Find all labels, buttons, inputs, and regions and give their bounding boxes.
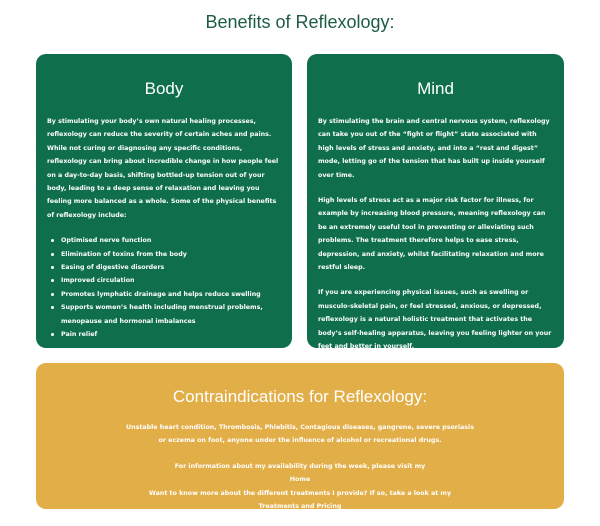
mind-paragraph-3: If you are experiencing physical issues, such as swelling or musculo-skeletal pain, or feel stressed, anxious, or depressed, reflexology is a natural holistic treatment that activates the body’s self-healing apparatus, leaving you feeling lighter on your feet and better in yourself. <box>318 289 552 351</box>
benefits-list <box>47 234 281 341</box>
contraindications-line-1: Unstable heart condition, Thrombosis, Phlebitis, Contagious diseases, gangrene, severe psoriasis <box>126 424 474 431</box>
body-heading: Body <box>144 79 184 98</box>
home-link[interactable]: Home <box>289 476 311 484</box>
benefit-item: Optimised nerve function <box>51 234 281 247</box>
benefit-item: Easing of digestive disorders <box>51 261 281 274</box>
mind-heading: Mind <box>417 79 454 98</box>
mind-paragraph-2: High levels of stress act as a major risk factor for illness, for example by increasing blood pressure, meaning reflexology can be an extremely useful tool in preventing or alleviating such problems. The treatment therefore helps to ease stress, depression, and anxiety, whilst facilitating relaxation and more restful sleep. <box>318 197 546 272</box>
treatments-pricing-link[interactable]: Treatments and Pricing <box>258 503 342 511</box>
contraindications-card <box>36 363 564 509</box>
page-title: Benefits of Reflexology: <box>205 12 395 32</box>
benefit-item: Promotes lymphatic drainage and helps reduce swelling <box>51 288 281 301</box>
benefit-item: Improved circulation <box>51 274 281 287</box>
contraindications-line-2: or eczema on foot, anyone under the influence of alcohol or recreational drugs. <box>158 437 442 445</box>
availability-text <box>36 460 564 473</box>
mind-text <box>307 115 564 354</box>
benefit-item: Elimination of toxins from the body <box>51 248 281 261</box>
body-intro: By stimulating your body’s own natural healing processes, reflexology can reduce the severity of certain aches and pains. While not curing or diagnosing any specific conditions, reflexology can bring about incredible change in how people feel on a day-to-day basis, shifting bottled-up tension out of your body, leading to a deep sense of relaxation and leaving you feeling more balanced as a whole. Some of the physical benefits of reflexology include: <box>47 118 279 219</box>
benefit-item: Supports women’s health including menstrual problems, menopause and hormonal imbalances <box>51 301 281 328</box>
home-link-row <box>36 473 564 486</box>
mind-paragraph-1: By stimulating the brain and central nervous system, reflexology can take you out of the “fight or flight” state associated with high levels of stress and anxiety, and into a “rest and digest” mode, letting go of the tension that has built up inside yourself over time. <box>318 118 550 179</box>
body-text <box>36 115 292 342</box>
availability-label: For information about my availability during the week, please visit my <box>174 462 426 470</box>
benefit-item: Pain relief <box>51 328 281 341</box>
treatments-link-row <box>36 500 564 513</box>
contraindications-heading: Contraindications for Reflexology: <box>172 387 428 406</box>
body-card <box>36 54 292 348</box>
treatments-question: Want to know more about the different treatments I provide? If so, take a look at my <box>148 489 452 497</box>
mind-card <box>307 54 564 351</box>
